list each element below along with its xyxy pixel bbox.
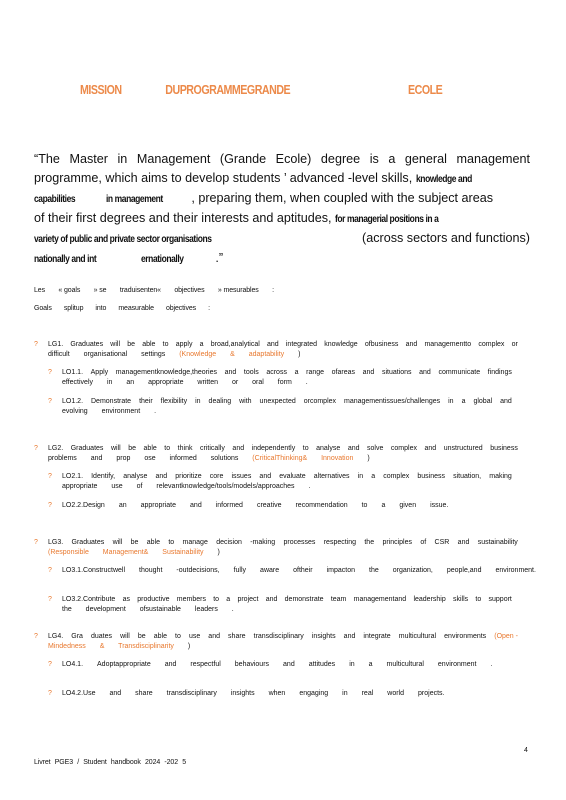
goal-word: ofbusiness [364, 341, 399, 348]
mission-quote [34, 150, 530, 269]
objective-bullet: ? [48, 473, 52, 480]
objective-word: prioritize [175, 473, 202, 480]
learning-goal-3 [48, 538, 518, 558]
intro-fr-word: » mesurables [217, 287, 259, 294]
goal-word: manage [182, 539, 208, 546]
objective-word: Apply [90, 369, 109, 376]
goal-word: of [420, 539, 427, 546]
goal-word: and [343, 633, 356, 640]
objective-word: LO1.1. [62, 369, 84, 376]
objective-word: when [268, 690, 286, 697]
objective-word: and [419, 369, 431, 376]
goal-word: transdisciplinary [253, 633, 304, 640]
objective-word: appropriate [140, 502, 177, 509]
goal-word: and [457, 539, 470, 546]
objective-word: unexpected [259, 398, 296, 405]
goal-word: will [110, 341, 121, 348]
goal-word: multicultural [398, 633, 437, 640]
objective-line-1 [62, 689, 444, 699]
goal-bullet: ? [34, 539, 38, 546]
objective-word: environment. [495, 567, 536, 574]
objective-word: core [209, 473, 224, 480]
objective-word: ofareas [331, 369, 355, 376]
objective-word: across [266, 369, 287, 376]
goal-tag: (Open - [494, 633, 518, 640]
goal-word: be [130, 539, 139, 546]
objective-word: LO2.1. [62, 473, 84, 480]
objective-word: given [399, 502, 417, 509]
goal-word: be [127, 341, 136, 348]
objective-word: support [488, 596, 512, 603]
objective-word: LO3.1.Constructwell [62, 567, 126, 574]
objective-word: productive [137, 596, 170, 603]
quote-line-3: capabilities in management , preparing them, when coupled with the subject areas [34, 191, 494, 205]
goal-bullet: ? [34, 341, 38, 348]
objective-word: demonstrate [284, 596, 324, 603]
learning-objective [62, 689, 444, 699]
goal-word: solve [367, 445, 384, 452]
objective-word: real [361, 690, 374, 697]
objective-word: environment [437, 661, 477, 668]
objective-word: business [417, 473, 446, 480]
goal-word: Graduates [70, 341, 104, 348]
objective-word: project [237, 596, 259, 603]
objective-line-2: appropriate use of relevantknowledge/tools/models/approaches . [62, 483, 311, 490]
quote-line-1: “The Master in Management (Grande Ecole) degree is a general management [34, 152, 530, 166]
objective-word: respectful [190, 661, 221, 668]
objective-word: . [490, 661, 493, 668]
goal-line-1 [48, 538, 518, 548]
learning-objective [62, 472, 512, 492]
objective-line-2: effectively in an appropriate written or oral form . [62, 379, 308, 386]
objective-word: people,and [446, 567, 482, 574]
intro-fr-word: « goals [58, 287, 81, 294]
goal-word: respecting [323, 539, 357, 546]
objective-word: and [265, 596, 278, 603]
goal-word: able [143, 445, 157, 452]
objective-word: with [239, 398, 252, 405]
goal-word: think [177, 445, 193, 452]
intro-en-word: measurable [118, 305, 154, 312]
goal-word: integrated [285, 341, 318, 348]
objective-word: managementand [353, 596, 407, 603]
objective-word: multicultural [386, 661, 424, 668]
goal-word: insights [311, 633, 336, 640]
objective-word: thought [139, 567, 163, 574]
goal-word: Graduates [70, 445, 104, 452]
goal-line-2: (Responsible Management& Sustainability ) [48, 549, 220, 556]
heading-word-ecole: ECOLE [408, 82, 443, 97]
objective-word: world [387, 690, 405, 697]
goal-word: share [228, 633, 246, 640]
objective-word: Adoptappropriate [97, 661, 151, 668]
learning-goal-1 [48, 340, 518, 360]
goal-word: able [153, 633, 167, 640]
goal-word: to [164, 445, 171, 452]
goal-word: to [168, 539, 175, 546]
objective-word: LO1.2. [62, 398, 84, 405]
objective-line-1 [62, 566, 536, 576]
goal-word: and [208, 633, 220, 640]
objective-word: a [371, 473, 376, 480]
goal-word: will [110, 445, 121, 452]
objective-word: issues [231, 473, 252, 480]
objective-word: members [176, 596, 206, 603]
footer [34, 758, 186, 768]
goal-word: and [232, 445, 245, 452]
objective-word: a [461, 398, 466, 405]
objective-word: skills [453, 596, 469, 603]
objective-word: aware [260, 567, 280, 574]
heading-word-mission: MISSION [80, 82, 122, 97]
goal-word: Graduates [71, 539, 105, 546]
goal-word: will [112, 539, 123, 546]
intro-en-word: into [95, 305, 107, 312]
objective-word: and [500, 398, 512, 405]
objective-word: a [226, 596, 231, 603]
learning-objective [62, 595, 512, 615]
objective-word: share [135, 690, 153, 697]
objective-word: a [381, 502, 386, 509]
objective-word: in [342, 690, 348, 697]
footer-word: -202 [164, 759, 178, 766]
objective-word: behaviours [234, 661, 270, 668]
quote-line-2: programme, which aims to develop students ’ advanced -level skills, knowledge and [34, 171, 472, 185]
objective-word: LO2.2.Design [62, 502, 105, 509]
goal-word: able [142, 341, 156, 348]
objective-word: creative [256, 502, 282, 509]
objective-word: Demonstrate [91, 398, 132, 405]
objective-word: issue. [430, 502, 449, 509]
goal-word: broad,analytical [210, 341, 260, 348]
objective-word: orcomplex [303, 398, 337, 405]
objective-word: in [349, 661, 355, 668]
objective-word: evaluate [279, 473, 306, 480]
objective-word: leadership [413, 596, 446, 603]
objective-bullet: ? [48, 502, 52, 509]
objective-word: global [473, 398, 493, 405]
objective-line-1 [62, 368, 512, 378]
goal-word: to [175, 633, 181, 640]
goal-word: integrate [363, 633, 391, 640]
objective-word: in [195, 398, 201, 405]
objective-word: and [224, 369, 237, 376]
goal-bullet: ? [34, 445, 38, 452]
intro-fr-word: objectives [174, 287, 205, 294]
goal-word: LG3. [48, 539, 64, 546]
objective-word: team [330, 596, 347, 603]
goal-word: -making [250, 539, 276, 546]
footer-word: 5 [182, 759, 186, 766]
objective-word: LO4.2.Use [62, 690, 96, 697]
objective-word: a [368, 661, 373, 668]
objective-line-1 [62, 595, 512, 605]
goal-tag: (Knowledge & adaptability [179, 351, 285, 358]
goal-word: CSR [434, 539, 450, 546]
goal-word: decision [216, 539, 242, 546]
objective-line-1 [62, 660, 492, 670]
goal-tag: Mindedness & Transdisciplinarity [48, 643, 174, 650]
objective-word: and [155, 473, 168, 480]
objective-word: oftheir [293, 567, 313, 574]
learning-goal-2 [48, 444, 518, 464]
learning-objective [62, 566, 536, 576]
objective-word: fully [233, 567, 247, 574]
goal-word: independently [251, 445, 296, 452]
intro-french [34, 286, 274, 296]
objective-word: a [294, 369, 299, 376]
objective-word: and [259, 473, 272, 480]
goal-word: critically [200, 445, 225, 452]
objective-bullet: ? [48, 567, 52, 574]
intro-en-word: Goals [34, 305, 52, 312]
goal-word: and [347, 445, 360, 452]
objective-line-1 [62, 472, 512, 482]
objective-word: range [306, 369, 325, 376]
goal-word: or [511, 341, 518, 348]
footer-word: Student [83, 759, 107, 766]
goal-line-2: problems and prop ose informed solutions (CriticalThinking& Innovation ) [48, 455, 370, 462]
goal-word: sustainability [477, 539, 518, 546]
objective-word: -outdecisions, [176, 567, 220, 574]
goal-word: a [199, 341, 204, 348]
goal-word: LG4. [48, 633, 64, 640]
objective-word: engaging [299, 690, 329, 697]
learning-objective [62, 368, 512, 388]
intro-en-word: : [208, 305, 210, 312]
goal-word: LG2. [48, 445, 64, 452]
learning-goal-4 [48, 632, 518, 652]
footer-word: PGE3 [54, 759, 73, 766]
quote-line-6: nationally and int ernationally .” [34, 251, 224, 265]
objective-word: to [361, 502, 368, 509]
objective-bullet: ? [48, 369, 52, 376]
objective-word: findings [487, 369, 512, 376]
objective-word: dealing [208, 398, 232, 405]
objective-word: their [139, 398, 153, 405]
objective-line-2: evolving environment . [62, 408, 157, 415]
intro-fr-word: » se [93, 287, 107, 294]
intro-fr-word: : [272, 287, 274, 294]
footer-word: / [77, 759, 80, 766]
goal-word: unstructured [443, 445, 483, 452]
goal-line-1 [48, 444, 518, 454]
goal-line-1 [48, 632, 518, 642]
goal-word: the [364, 539, 375, 546]
intro-en-word: splitup [63, 305, 84, 312]
learning-objective [62, 660, 492, 670]
goal-word: processes [283, 539, 316, 546]
objective-word: informed [215, 502, 243, 509]
learning-objective [62, 397, 512, 417]
goal-word: analyse [316, 445, 341, 452]
objective-bullet: ? [48, 661, 52, 668]
objective-bullet: ? [48, 596, 52, 603]
objective-word: the [369, 567, 379, 574]
objective-word: to [475, 596, 482, 603]
goal-line-2: Mindedness & Transdisciplinarity ) [48, 643, 191, 650]
intro-en-word: objectives [165, 305, 197, 312]
goal-word: managementto [424, 341, 472, 348]
objective-word: insights [230, 690, 255, 697]
intro-english [34, 304, 210, 314]
objective-word: an [118, 502, 127, 509]
objective-word: recommendation [295, 502, 348, 509]
objective-word: and [190, 502, 202, 509]
goal-word: to [162, 341, 169, 348]
objective-word: and [109, 690, 122, 697]
goal-word: knowledge [324, 341, 358, 348]
goal-word: to [302, 445, 309, 452]
heading-word-programme: DUPROGRAMMEGRANDE [165, 82, 291, 97]
goal-word: be [128, 445, 136, 452]
objective-line-2: the development ofsustainable leaders . [62, 606, 234, 613]
goal-word: complex [390, 445, 417, 452]
objective-word: in [448, 398, 454, 405]
goal-tag: (Responsible Management& Sustainability [48, 549, 204, 556]
objective-word: and [164, 661, 177, 668]
footer-word: handbook [110, 759, 141, 766]
goal-word: and [266, 341, 279, 348]
goal-word: LG1. [48, 341, 64, 348]
objective-word: to [213, 596, 220, 603]
quote-line-4: of their first degrees and their interests and aptitudes, for managerial positions in a [34, 211, 439, 225]
goal-word: and [405, 341, 418, 348]
objective-line-1 [62, 397, 512, 407]
objective-word: analyse [123, 473, 148, 480]
goal-word: be [137, 633, 146, 640]
goal-word: will [120, 633, 130, 640]
footer-word: Livret [34, 759, 51, 766]
objective-word: managementissues/challenges [344, 398, 441, 405]
goal-word: able [146, 539, 161, 546]
goal-word: duates [90, 633, 113, 640]
objective-word: situation, [453, 473, 482, 480]
objective-word: transdisciplinary [166, 690, 217, 697]
objective-word: in [357, 473, 364, 480]
objective-word: communicate [438, 369, 481, 376]
objective-line-1 [62, 501, 448, 511]
objective-word: tools [243, 369, 259, 376]
goal-bullet: ? [34, 633, 38, 640]
goal-line-1 [48, 340, 518, 350]
goal-word: use [188, 633, 201, 640]
objective-word: Identify, [91, 473, 116, 480]
goal-word: environments [444, 633, 487, 640]
learning-objective [62, 501, 448, 511]
objective-word: organization, [392, 567, 433, 574]
objective-word: projects. [418, 690, 445, 697]
objective-word: LO3.2.Contribute [62, 596, 116, 603]
objective-word: complex [383, 473, 410, 480]
intro-fr-word: Les [34, 287, 45, 294]
objective-word: and [362, 369, 375, 376]
goal-word: Gra [71, 633, 83, 640]
footer-word: 2024 [145, 759, 161, 766]
objective-word: flexibility [160, 398, 188, 405]
goal-word: principles [382, 539, 413, 546]
objective-bullet: ? [48, 398, 52, 405]
objective-word: alternatives [313, 473, 350, 480]
goal-word: and [424, 445, 437, 452]
goal-word: complex [478, 341, 505, 348]
page-number: 4 [524, 747, 528, 754]
intro-fr-word: traduisenten« [119, 287, 161, 294]
goal-line-2: difficult organisational settings (Knowledge & adaptability ) [48, 351, 301, 358]
objective-word: managementknowledge,theories [115, 369, 217, 376]
goal-tag: (CriticalThinking& Innovation [252, 455, 354, 462]
objective-bullet: ? [48, 690, 52, 697]
objective-word: making [489, 473, 512, 480]
objective-word: impacton [326, 567, 355, 574]
objective-word: LO4.1. [62, 661, 84, 668]
quote-line-5: variety of public and private sector organisations (across sectors and functions) [34, 231, 530, 245]
goal-word: business [490, 445, 518, 452]
objective-word: and [283, 661, 295, 668]
goal-word: apply [175, 341, 193, 348]
objective-word: attitudes [308, 661, 336, 668]
objective-word: as [122, 596, 130, 603]
objective-word: situations [381, 369, 412, 376]
